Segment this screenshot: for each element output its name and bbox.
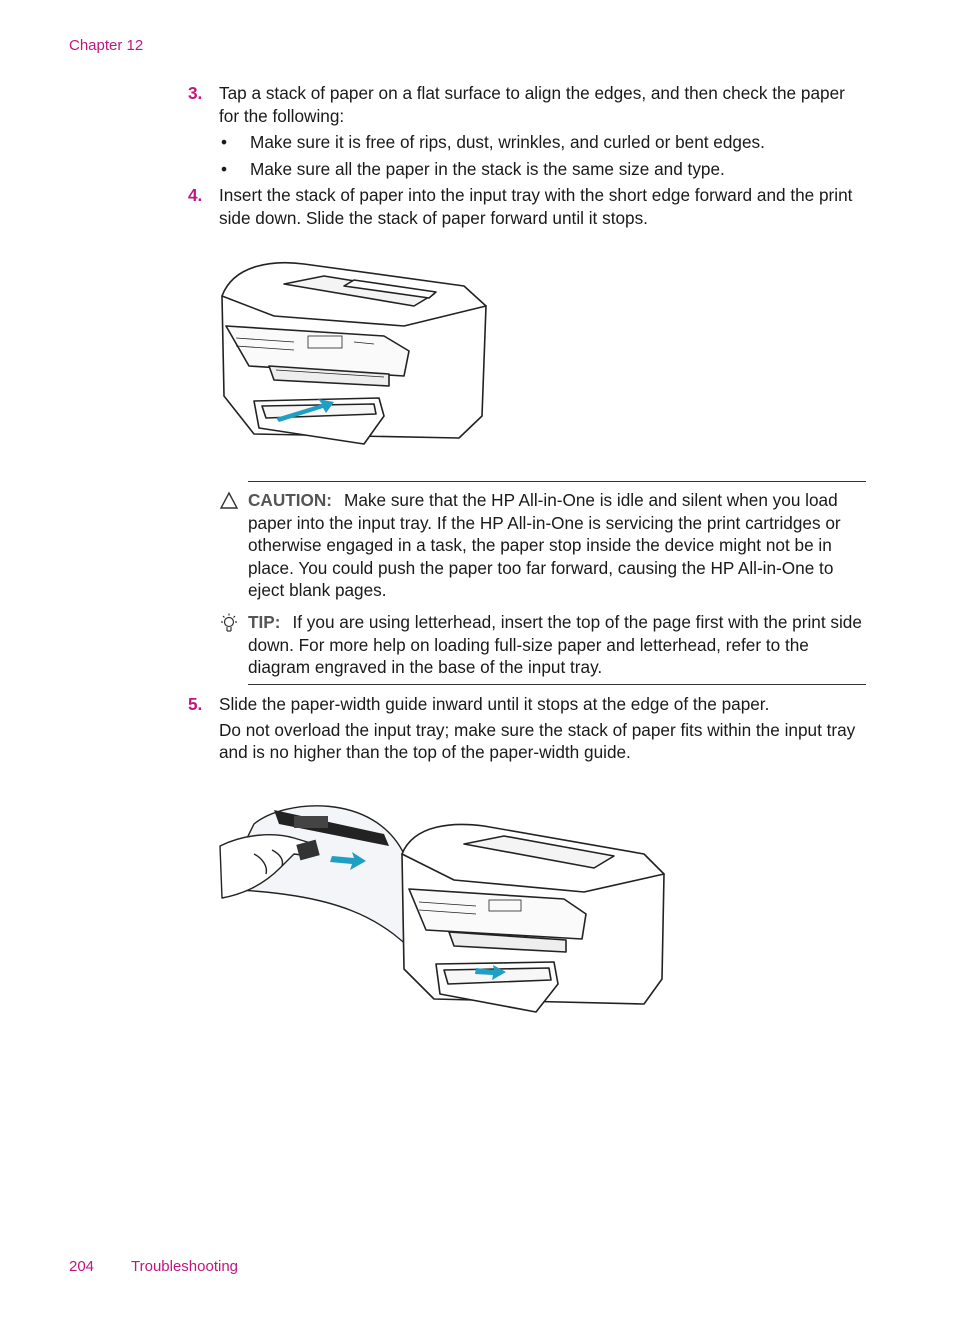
page-number: 204	[69, 1258, 95, 1275]
caution-label: CAUTION:	[248, 490, 333, 510]
step-4	[188, 184, 868, 229]
step-number: 3.	[188, 83, 203, 103]
tip-note	[219, 611, 867, 679]
bullet-icon: •	[221, 132, 228, 152]
step-text: Slide the paper-width guide inward until it stops at the edge of the paper.	[219, 694, 770, 714]
lightbulb-icon	[219, 613, 239, 633]
list-item-text: Make sure all the paper in the stack is the same size and type.	[250, 158, 725, 179]
step-text: Tap a stack of paper on a flat surface to align the edges, and then check the paper for the following:	[219, 83, 845, 126]
step-followup-text: Do not overload the input tray; make sure the stack of paper fits within the input tray and is no higher than the top of the paper-width guide.	[219, 719, 856, 762]
footer-section: Troubleshooting	[131, 1258, 239, 1275]
list-item	[219, 131, 868, 154]
list-item	[219, 158, 868, 181]
paper-width-guide-illustration	[214, 794, 669, 1018]
bullet-icon: •	[221, 158, 228, 179]
caution-triangle-icon	[219, 491, 239, 511]
chapter-header: Chapter 12	[69, 37, 144, 54]
tip-text: If you are using letterhead, insert the top of the page first with the print side down. For more help on loading full-size paper and letterhead, refer to the diagram engraved in the base of the input tray.	[248, 612, 862, 677]
list-item-text: Make sure it is free of rips, dust, wrinkles, and curled or bent edges.	[250, 132, 765, 152]
step-number: 4.	[188, 185, 203, 205]
note-bottom-divider	[248, 684, 866, 685]
step-number: 5.	[188, 694, 203, 714]
step-text: Insert the stack of paper into the input tray with the short edge forward and the print side down. Slide the stack of paper forward until it stops.	[219, 185, 853, 228]
printer-load-paper-illustration	[214, 256, 494, 448]
step-3	[188, 82, 868, 184]
step-5	[188, 693, 868, 764]
tip-label: TIP:	[248, 612, 281, 632]
checklist	[219, 131, 868, 180]
caution-text: Make sure that the HP All-in-One is idle and silent when you load paper into the input tray. If the HP All-in-One is servicing the print cartridges or otherwise engaged in a task, the paper stop inside the device might not be in place. You could push the paper too far forward, causing the HP All-in-One to eject blank pages.	[248, 490, 841, 600]
note-top-divider	[248, 481, 866, 482]
caution-note	[219, 489, 867, 602]
